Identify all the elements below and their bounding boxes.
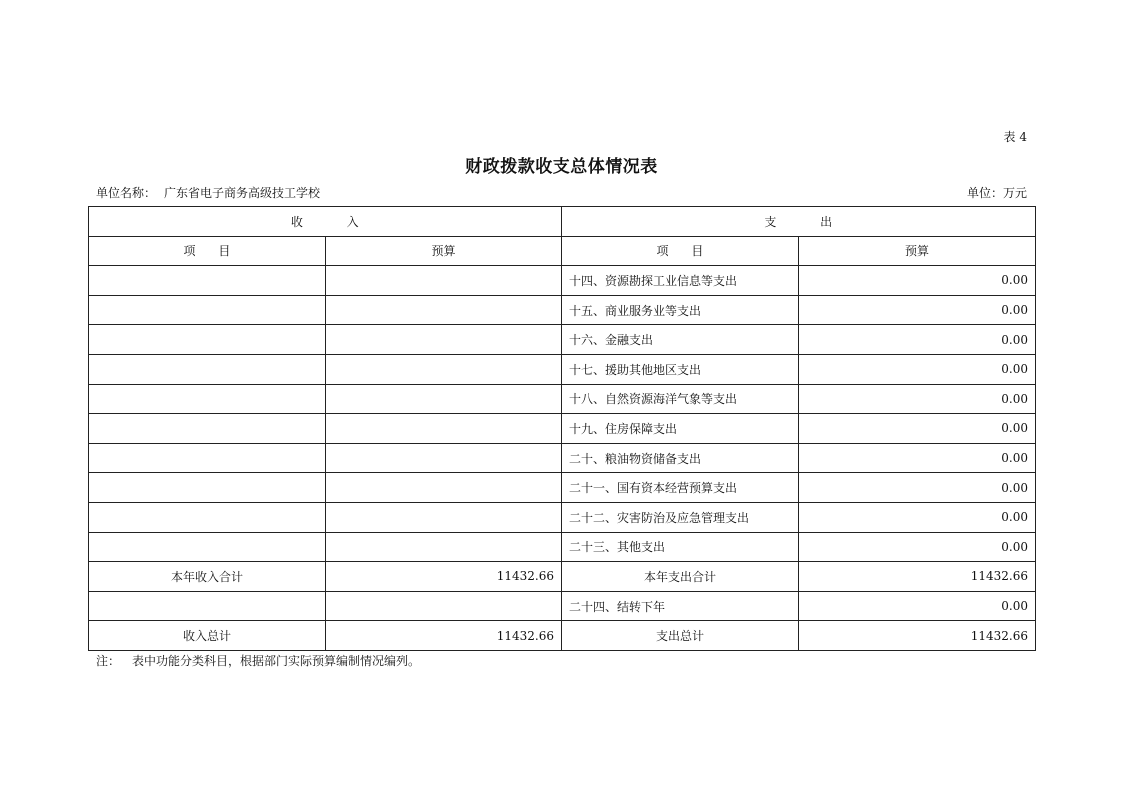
expenditure-budget-cell: 0.00 xyxy=(799,325,1036,355)
income-item-cell xyxy=(89,295,326,325)
income-carryover-value xyxy=(326,591,562,621)
expenditure-budget-cell: 0.00 xyxy=(799,414,1036,444)
income-item-cell xyxy=(89,266,326,296)
income-item-cell xyxy=(89,532,326,562)
income-budget-cell xyxy=(326,266,562,296)
total-row xyxy=(89,621,1036,651)
footnote-text: 表中功能分类科目，根据部门实际预算编制情况编列。 xyxy=(132,654,421,668)
unit-of-measure: 单位：万元 xyxy=(966,186,1027,200)
income-budget-header: 预算 xyxy=(326,236,562,266)
expenditure-item-cell: 十九、住房保障支出 xyxy=(562,414,799,444)
income-carryover-label xyxy=(89,591,326,621)
income-item-cell xyxy=(89,354,326,384)
income-budget-cell xyxy=(326,473,562,503)
meta-line xyxy=(96,184,1027,201)
expenditure-budget-cell: 0.00 xyxy=(799,384,1036,414)
expenditure-budget-cell: 0.00 xyxy=(799,502,1036,532)
income-total-value: 11432.66 xyxy=(326,621,562,651)
header-row-sections xyxy=(89,207,1036,237)
expenditure-item-cell: 二十二、灾害防治及应急管理支出 xyxy=(562,502,799,532)
expenditure-budget-cell: 0.00 xyxy=(799,354,1036,384)
unit-name-label: 单位名称： xyxy=(96,186,157,200)
subtotal-row xyxy=(89,562,1036,592)
budget-table xyxy=(88,206,1036,651)
income-budget-cell xyxy=(326,532,562,562)
unit-name xyxy=(96,184,320,201)
expenditure-item-cell: 十六、金融支出 xyxy=(562,325,799,355)
table-row xyxy=(89,266,1036,296)
table-number: 表 4 xyxy=(1003,130,1027,144)
expenditure-budget-header: 预算 xyxy=(799,236,1036,266)
expenditure-item-cell: 十四、资源勘探工业信息等支出 xyxy=(562,266,799,296)
table-row xyxy=(89,354,1036,384)
page-title: 财政拨款收支总体情况表 xyxy=(465,157,658,177)
expenditure-header: 支 出 xyxy=(562,207,1036,237)
expenditure-item-cell: 十七、援助其他地区支出 xyxy=(562,354,799,384)
expenditure-item-cell: 十八、自然资源海洋气象等支出 xyxy=(562,384,799,414)
income-budget-cell xyxy=(326,384,562,414)
table-row xyxy=(89,473,1036,503)
expenditure-subtotal-value: 11432.66 xyxy=(799,562,1036,592)
table-row xyxy=(89,532,1036,562)
footnote-label: 注： xyxy=(96,654,121,668)
income-item-cell xyxy=(89,325,326,355)
income-item-cell xyxy=(89,443,326,473)
expenditure-carryover-value: 0.00 xyxy=(799,591,1036,621)
expenditure-total-label: 支出总计 xyxy=(562,621,799,651)
expenditure-item-cell: 二十一、国有资本经营预算支出 xyxy=(562,473,799,503)
income-total-label: 收入总计 xyxy=(89,621,326,651)
expenditure-item-cell: 二十三、其他支出 xyxy=(562,532,799,562)
expenditure-budget-cell: 0.00 xyxy=(799,532,1036,562)
table-row xyxy=(89,325,1036,355)
footnote xyxy=(96,652,420,669)
income-budget-cell xyxy=(326,502,562,532)
expenditure-subtotal-label: 本年支出合计 xyxy=(562,562,799,592)
carryover-row xyxy=(89,591,1036,621)
expenditure-budget-cell: 0.00 xyxy=(799,295,1036,325)
table-row xyxy=(89,443,1036,473)
expenditure-item-cell: 二十、粮油物资储备支出 xyxy=(562,443,799,473)
income-subtotal-value: 11432.66 xyxy=(326,562,562,592)
expenditure-carryover-label: 二十四、结转下年 xyxy=(562,591,799,621)
income-item-cell xyxy=(89,384,326,414)
table-row xyxy=(89,384,1036,414)
expenditure-total-value: 11432.66 xyxy=(799,621,1036,651)
income-header: 收 入 xyxy=(89,207,562,237)
table-row xyxy=(89,502,1036,532)
table-row xyxy=(89,414,1036,444)
header-row-columns xyxy=(89,236,1036,266)
income-item-cell xyxy=(89,473,326,503)
income-item-header: 项 目 xyxy=(89,236,326,266)
income-budget-cell xyxy=(326,325,562,355)
income-budget-cell xyxy=(326,443,562,473)
data-rows xyxy=(89,266,1036,562)
table-row xyxy=(89,295,1036,325)
expenditure-budget-cell: 0.00 xyxy=(799,266,1036,296)
income-budget-cell xyxy=(326,295,562,325)
expenditure-budget-cell: 0.00 xyxy=(799,473,1036,503)
income-item-cell xyxy=(89,502,326,532)
expenditure-budget-cell: 0.00 xyxy=(799,443,1036,473)
expenditure-item-header: 项 目 xyxy=(562,236,799,266)
income-budget-cell xyxy=(326,414,562,444)
income-item-cell xyxy=(89,414,326,444)
income-subtotal-label: 本年收入合计 xyxy=(89,562,326,592)
expenditure-item-cell: 十五、商业服务业等支出 xyxy=(562,295,799,325)
unit-name-value: 广东省电子商务高级技工学校 xyxy=(164,186,321,200)
income-budget-cell xyxy=(326,354,562,384)
